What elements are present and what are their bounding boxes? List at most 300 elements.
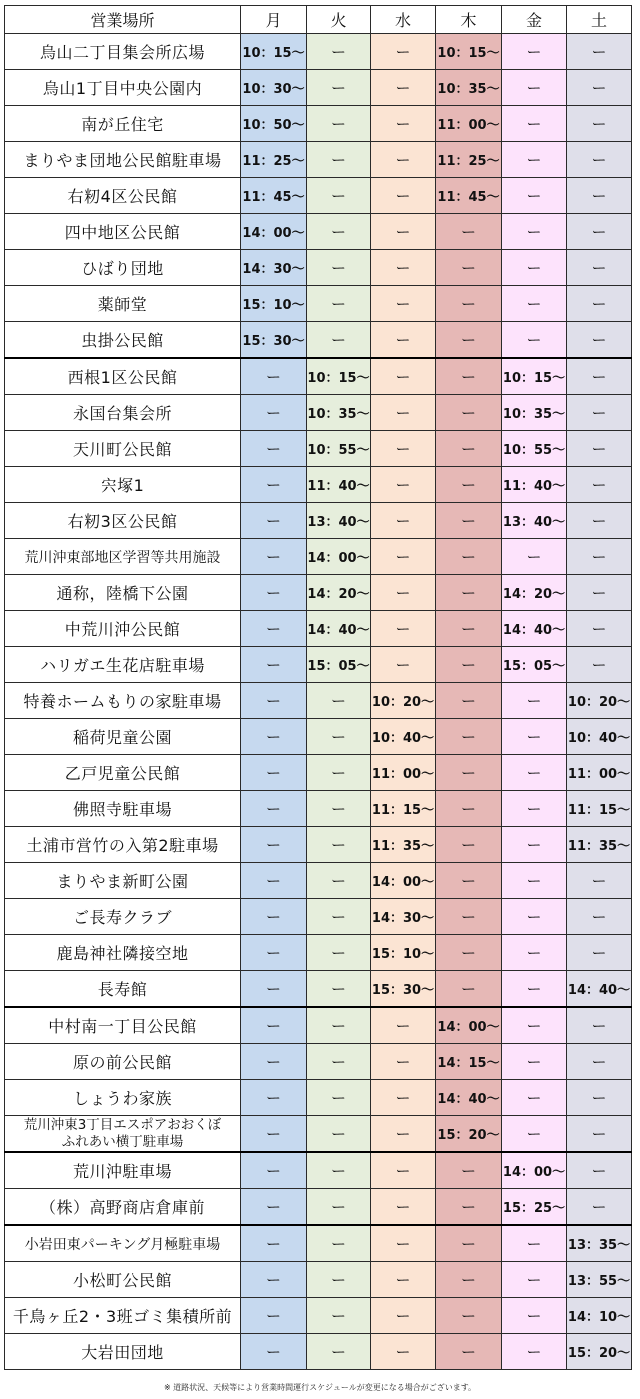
header-day-wed: 水: [371, 6, 436, 34]
time-cell-fri: ー: [502, 178, 567, 214]
time-cell-thu: ー: [436, 611, 502, 647]
place-cell: 右籾3区公民館: [5, 503, 241, 539]
time-cell-wed: 10：40～: [371, 719, 436, 755]
header-day-mon: 月: [241, 6, 307, 34]
time-cell-wed: 11：15～: [371, 791, 436, 827]
time-cell-tue: ー: [307, 899, 371, 935]
time-cell-fri: ー: [502, 1334, 567, 1370]
place-cell: 烏山二丁目集会所広場: [5, 34, 241, 70]
time-cell-mon: ー: [241, 935, 307, 971]
header-place: 営業場所: [5, 6, 241, 34]
time-cell-wed: ー: [371, 431, 436, 467]
time-cell-mon: ー: [241, 791, 307, 827]
time-cell-sat: ー: [567, 322, 632, 359]
time-cell-fri: ー: [502, 214, 567, 250]
time-cell-sat: ー: [567, 1044, 632, 1080]
time-cell-mon: ー: [241, 1225, 307, 1262]
time-cell-tue: ー: [307, 1334, 371, 1370]
time-cell-wed: ー: [371, 34, 436, 70]
time-cell-thu: ー: [436, 899, 502, 935]
time-cell-sat: ー: [567, 503, 632, 539]
time-cell-sat: ー: [567, 467, 632, 503]
time-cell-thu: ー: [436, 971, 502, 1008]
time-cell-mon: ー: [241, 1152, 307, 1189]
time-cell-fri: ー: [502, 1262, 567, 1298]
header-row: [5, 6, 632, 34]
place-cell: ハリガエ生花店駐車場: [5, 647, 241, 683]
time-cell-mon: ー: [241, 827, 307, 863]
time-cell-sat: ー: [567, 286, 632, 322]
time-cell-fri: 10：15～: [502, 358, 567, 395]
time-cell-sat: ー: [567, 575, 632, 611]
time-cell-fri: 14：00～: [502, 1152, 567, 1189]
time-cell-tue: ー: [307, 1080, 371, 1116]
time-cell-thu: ー: [436, 791, 502, 827]
table-row: [5, 358, 632, 395]
time-cell-fri: ー: [502, 250, 567, 286]
table-row: [5, 1334, 632, 1370]
time-cell-tue: ー: [307, 1152, 371, 1189]
time-cell-sat: ー: [567, 34, 632, 70]
time-cell-fri: 15：05～: [502, 647, 567, 683]
time-cell-tue: ー: [307, 863, 371, 899]
table-row: [5, 503, 632, 539]
table-row: [5, 1152, 632, 1189]
time-cell-mon: 15：30～: [241, 322, 307, 359]
time-cell-mon: ー: [241, 358, 307, 395]
time-cell-fri: ー: [502, 106, 567, 142]
time-cell-thu: ー: [436, 935, 502, 971]
place-cell: 荒川沖駐車場: [5, 1152, 241, 1189]
time-cell-tue: ー: [307, 1189, 371, 1226]
table-row: [5, 1116, 632, 1153]
time-cell-wed: ー: [371, 70, 436, 106]
time-cell-sat: ー: [567, 863, 632, 899]
time-cell-thu: 10：15～: [436, 34, 502, 70]
table-row: [5, 214, 632, 250]
header-day-tue: 火: [307, 6, 371, 34]
time-cell-tue: ー: [307, 755, 371, 791]
time-cell-mon: 14：30～: [241, 250, 307, 286]
time-cell-thu: ー: [436, 1262, 502, 1298]
header-day-fri: 金: [502, 6, 567, 34]
table-row: [5, 142, 632, 178]
time-cell-thu: ー: [436, 1334, 502, 1370]
time-cell-wed: ー: [371, 322, 436, 359]
time-cell-thu: ー: [436, 503, 502, 539]
time-cell-sat: ー: [567, 1152, 632, 1189]
time-cell-sat: 14：40～: [567, 971, 632, 1008]
time-cell-thu: 10：35～: [436, 70, 502, 106]
time-cell-sat: ー: [567, 395, 632, 431]
time-cell-wed: 15：10～: [371, 935, 436, 971]
time-cell-tue: 10：55～: [307, 431, 371, 467]
table-row: [5, 611, 632, 647]
time-cell-wed: 10：20～: [371, 683, 436, 719]
time-cell-fri: ー: [502, 971, 567, 1008]
time-cell-tue: ー: [307, 1298, 371, 1334]
time-cell-thu: 14：00～: [436, 1007, 502, 1044]
time-cell-mon: 10：15～: [241, 34, 307, 70]
time-cell-tue: 14：40～: [307, 611, 371, 647]
table-row: [5, 1007, 632, 1044]
place-cell: 西根1区公民館: [5, 358, 241, 395]
time-cell-wed: ー: [371, 1152, 436, 1189]
time-cell-thu: ー: [436, 683, 502, 719]
table-row: [5, 755, 632, 791]
time-cell-tue: ー: [307, 214, 371, 250]
time-cell-wed: ー: [371, 1225, 436, 1262]
time-cell-tue: 13：40～: [307, 503, 371, 539]
time-cell-mon: ー: [241, 1262, 307, 1298]
time-cell-mon: 15：10～: [241, 286, 307, 322]
place-cell: 南が丘住宅: [5, 106, 241, 142]
time-cell-fri: 15：25～: [502, 1189, 567, 1226]
time-cell-thu: 14：15～: [436, 1044, 502, 1080]
time-cell-mon: 11：25～: [241, 142, 307, 178]
place-cell: 虫掛公民館: [5, 322, 241, 359]
time-cell-wed: ー: [371, 250, 436, 286]
time-cell-fri: 10：55～: [502, 431, 567, 467]
time-cell-tue: ー: [307, 827, 371, 863]
table-row: [5, 539, 632, 575]
time-cell-tue: ー: [307, 250, 371, 286]
time-cell-thu: ー: [436, 250, 502, 286]
time-cell-tue: ー: [307, 1116, 371, 1153]
place-cell: 小岩田東パーキング月極駐車場: [5, 1225, 241, 1262]
time-cell-mon: ー: [241, 467, 307, 503]
time-cell-wed: ー: [371, 1262, 436, 1298]
time-cell-sat: ー: [567, 178, 632, 214]
place-cell: 佛照寺駐車場: [5, 791, 241, 827]
time-cell-fri: ー: [502, 1007, 567, 1044]
time-cell-thu: ー: [436, 358, 502, 395]
place-cell: 小松町公民館: [5, 1262, 241, 1298]
time-cell-wed: ー: [371, 503, 436, 539]
time-cell-sat: 11：15～: [567, 791, 632, 827]
time-cell-wed: ー: [371, 142, 436, 178]
place-cell: 荒川沖東部地区学習等共用施設: [5, 539, 241, 575]
table-row: [5, 935, 632, 971]
table-row: [5, 70, 632, 106]
time-cell-wed: ー: [371, 106, 436, 142]
time-cell-thu: 11：25～: [436, 142, 502, 178]
footer-note: ※ 道路状況、天候等により営業時間運行スケジュールが変更になる場合がございます。: [163, 1383, 477, 1392]
schedule-body: [5, 34, 632, 1370]
place-cell: まりやま団地公民館駐車場: [5, 142, 241, 178]
place-cell: まりやま新町公園: [5, 863, 241, 899]
time-cell-fri: ー: [502, 1225, 567, 1262]
time-cell-thu: ー: [436, 286, 502, 322]
time-cell-sat: ー: [567, 899, 632, 935]
table-row: [5, 719, 632, 755]
place-cell: ご長寿クラブ: [5, 899, 241, 935]
place-cell: 宍塚1: [5, 467, 241, 503]
time-cell-sat: 10：40～: [567, 719, 632, 755]
time-cell-tue: ー: [307, 1044, 371, 1080]
time-cell-tue: ー: [307, 791, 371, 827]
time-cell-wed: ー: [371, 395, 436, 431]
time-cell-wed: ー: [371, 1007, 436, 1044]
place-cell: 通称，陸橋下公園: [5, 575, 241, 611]
time-cell-tue: 10：15～: [307, 358, 371, 395]
time-cell-fri: ー: [502, 70, 567, 106]
time-cell-wed: ー: [371, 214, 436, 250]
time-cell-wed: 15：30～: [371, 971, 436, 1008]
time-cell-thu: ー: [436, 755, 502, 791]
time-cell-mon: 10：50～: [241, 106, 307, 142]
time-cell-tue: 14：20～: [307, 575, 371, 611]
time-cell-mon: ー: [241, 971, 307, 1008]
time-cell-mon: ー: [241, 1189, 307, 1226]
time-cell-mon: ー: [241, 611, 307, 647]
time-cell-mon: ー: [241, 503, 307, 539]
time-cell-wed: ー: [371, 1116, 436, 1153]
time-cell-tue: ー: [307, 106, 371, 142]
time-cell-wed: ー: [371, 1334, 436, 1370]
time-cell-tue: ー: [307, 1007, 371, 1044]
time-cell-sat: ー: [567, 250, 632, 286]
time-cell-tue: ー: [307, 683, 371, 719]
table-row: [5, 1189, 632, 1226]
table-row: [5, 791, 632, 827]
time-cell-tue: ー: [307, 178, 371, 214]
time-cell-tue: ー: [307, 34, 371, 70]
time-cell-sat: 13：35～: [567, 1225, 632, 1262]
time-cell-thu: 11：00～: [436, 106, 502, 142]
time-cell-wed: ー: [371, 467, 436, 503]
time-cell-tue: ー: [307, 322, 371, 359]
time-cell-mon: ー: [241, 863, 307, 899]
time-cell-sat: 14：10～: [567, 1298, 632, 1334]
time-cell-wed: ー: [371, 611, 436, 647]
time-cell-tue: ー: [307, 971, 371, 1008]
time-cell-wed: ー: [371, 575, 436, 611]
time-cell-fri: 11：40～: [502, 467, 567, 503]
time-cell-tue: 14：00～: [307, 539, 371, 575]
table-row: [5, 971, 632, 1008]
time-cell-sat: 11：00～: [567, 755, 632, 791]
table-row: [5, 395, 632, 431]
time-cell-mon: ー: [241, 683, 307, 719]
time-cell-mon: ー: [241, 755, 307, 791]
table-row: [5, 1080, 632, 1116]
time-cell-tue: 10：35～: [307, 395, 371, 431]
table-row: [5, 683, 632, 719]
time-cell-sat: ー: [567, 1189, 632, 1226]
time-cell-tue: ー: [307, 719, 371, 755]
time-cell-fri: 13：40～: [502, 503, 567, 539]
place-cell: 四中地区公民館: [5, 214, 241, 250]
place-cell: 大岩田団地: [5, 1334, 241, 1370]
time-cell-thu: 11：45～: [436, 178, 502, 214]
time-cell-sat: ー: [567, 1116, 632, 1153]
table-row: [5, 827, 632, 863]
time-cell-thu: ー: [436, 1152, 502, 1189]
time-cell-tue: ー: [307, 142, 371, 178]
place-cell: 乙戸児童公民館: [5, 755, 241, 791]
place-cell: （株）高野商店倉庫前: [5, 1189, 241, 1226]
time-cell-fri: 14：40～: [502, 611, 567, 647]
time-cell-wed: ー: [371, 178, 436, 214]
time-cell-fri: ー: [502, 34, 567, 70]
time-cell-mon: ー: [241, 1334, 307, 1370]
time-cell-thu: ー: [436, 395, 502, 431]
time-cell-thu: ー: [436, 322, 502, 359]
time-cell-thu: 15：20～: [436, 1116, 502, 1153]
time-cell-sat: 10：20～: [567, 683, 632, 719]
schedule-table: [4, 5, 632, 1370]
place-cell: 烏山1丁目中央公園内: [5, 70, 241, 106]
time-cell-fri: ー: [502, 755, 567, 791]
time-cell-thu: ー: [436, 539, 502, 575]
table-row: [5, 1044, 632, 1080]
time-cell-fri: ー: [502, 1298, 567, 1334]
time-cell-sat: ー: [567, 358, 632, 395]
time-cell-sat: ー: [567, 70, 632, 106]
table-row: [5, 1298, 632, 1334]
place-cell: 原の前公民館: [5, 1044, 241, 1080]
place-cell: 長寿館: [5, 971, 241, 1008]
table-row: [5, 34, 632, 70]
place-cell: 右籾4区公民館: [5, 178, 241, 214]
time-cell-wed: 11：00～: [371, 755, 436, 791]
time-cell-sat: ー: [567, 1007, 632, 1044]
time-cell-sat: ー: [567, 142, 632, 178]
table-row: [5, 863, 632, 899]
time-cell-fri: ー: [502, 322, 567, 359]
table-row: [5, 286, 632, 322]
time-cell-tue: ー: [307, 1225, 371, 1262]
time-cell-wed: ー: [371, 358, 436, 395]
place-cell: 永国台集会所: [5, 395, 241, 431]
time-cell-wed: ー: [371, 286, 436, 322]
time-cell-wed: ー: [371, 1189, 436, 1226]
time-cell-thu: 14：40～: [436, 1080, 502, 1116]
time-cell-sat: ー: [567, 214, 632, 250]
place-cell: [5, 1116, 241, 1153]
time-cell-wed: ー: [371, 647, 436, 683]
place-cell: 特養ホームもりの家駐車場: [5, 683, 241, 719]
time-cell-mon: 14：00～: [241, 214, 307, 250]
time-cell-mon: ー: [241, 1044, 307, 1080]
time-cell-wed: ー: [371, 539, 436, 575]
time-cell-fri: ー: [502, 719, 567, 755]
time-cell-mon: ー: [241, 431, 307, 467]
time-cell-fri: ー: [502, 142, 567, 178]
header-day-thu: 木: [436, 6, 502, 34]
time-cell-fri: ー: [502, 899, 567, 935]
time-cell-thu: ー: [436, 1189, 502, 1226]
place-line-1: 荒川沖東3丁目エスポアおおくぼ: [23, 1116, 222, 1133]
time-cell-tue: ー: [307, 935, 371, 971]
time-cell-tue: ー: [307, 70, 371, 106]
table-row: [5, 322, 632, 359]
time-cell-sat: ー: [567, 611, 632, 647]
place-cell: 天川町公民館: [5, 431, 241, 467]
time-cell-wed: 11：35～: [371, 827, 436, 863]
time-cell-wed: ー: [371, 1080, 436, 1116]
time-cell-wed: ー: [371, 1044, 436, 1080]
time-cell-thu: ー: [436, 575, 502, 611]
time-cell-fri: ー: [502, 863, 567, 899]
place-cell: 中荒川沖公民館: [5, 611, 241, 647]
time-cell-fri: ー: [502, 286, 567, 322]
time-cell-tue: 11：40～: [307, 467, 371, 503]
time-cell-mon: ー: [241, 1298, 307, 1334]
time-cell-mon: ー: [241, 719, 307, 755]
time-cell-mon: 11：45～: [241, 178, 307, 214]
time-cell-tue: 15：05～: [307, 647, 371, 683]
table-row: [5, 1262, 632, 1298]
place-cell: 土浦市営竹の入第2駐車場: [5, 827, 241, 863]
place-line-2: ふれあい横丁駐車場: [61, 1133, 184, 1150]
time-cell-sat: 13：55～: [567, 1262, 632, 1298]
table-row: [5, 899, 632, 935]
time-cell-sat: ー: [567, 431, 632, 467]
time-cell-mon: ー: [241, 539, 307, 575]
time-cell-wed: 14：00～: [371, 863, 436, 899]
place-cell: 薬師堂: [5, 286, 241, 322]
time-cell-wed: ー: [371, 1298, 436, 1334]
time-cell-fri: 10：35～: [502, 395, 567, 431]
time-cell-wed: 14：30～: [371, 899, 436, 935]
time-cell-sat: ー: [567, 1080, 632, 1116]
table-row: [5, 431, 632, 467]
time-cell-fri: ー: [502, 683, 567, 719]
table-row: [5, 250, 632, 286]
time-cell-fri: ー: [502, 827, 567, 863]
table-row: [5, 106, 632, 142]
place-cell: 千鳥ヶ丘2・3班ゴミ集積所前: [5, 1298, 241, 1334]
place-cell: ひばり団地: [5, 250, 241, 286]
time-cell-fri: ー: [502, 935, 567, 971]
time-cell-thu: ー: [436, 1298, 502, 1334]
time-cell-mon: ー: [241, 647, 307, 683]
place-cell: 中村南一丁目公民館: [5, 1007, 241, 1044]
time-cell-thu: ー: [436, 719, 502, 755]
time-cell-thu: ー: [436, 827, 502, 863]
time-cell-mon: 10：30～: [241, 70, 307, 106]
time-cell-sat: 15：20～: [567, 1334, 632, 1370]
time-cell-fri: 14：20～: [502, 575, 567, 611]
time-cell-thu: ー: [436, 431, 502, 467]
time-cell-mon: ー: [241, 899, 307, 935]
time-cell-fri: ー: [502, 791, 567, 827]
time-cell-thu: ー: [436, 214, 502, 250]
time-cell-fri: ー: [502, 539, 567, 575]
time-cell-fri: ー: [502, 1044, 567, 1080]
time-cell-sat: 11：35～: [567, 827, 632, 863]
table-row: [5, 467, 632, 503]
time-cell-mon: ー: [241, 1007, 307, 1044]
time-cell-mon: ー: [241, 575, 307, 611]
place-cell: 稲荷児童公園: [5, 719, 241, 755]
table-row: [5, 647, 632, 683]
time-cell-sat: ー: [567, 106, 632, 142]
time-cell-sat: ー: [567, 539, 632, 575]
time-cell-fri: ー: [502, 1116, 567, 1153]
time-cell-thu: ー: [436, 647, 502, 683]
time-cell-tue: ー: [307, 1262, 371, 1298]
time-cell-fri: ー: [502, 1080, 567, 1116]
table-row: [5, 1225, 632, 1262]
time-cell-thu: ー: [436, 467, 502, 503]
table-row: [5, 575, 632, 611]
place-cell: 鹿島神社隣接空地: [5, 935, 241, 971]
time-cell-sat: ー: [567, 935, 632, 971]
header-day-sat: 土: [567, 6, 632, 34]
